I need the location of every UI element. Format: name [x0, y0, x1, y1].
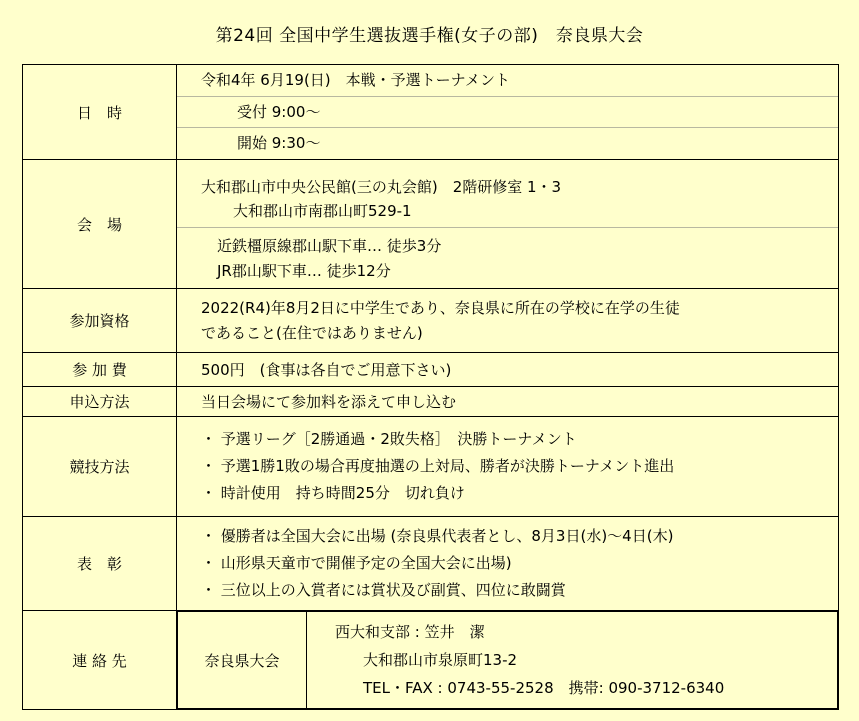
- contact-row: [23, 611, 839, 710]
- competition-content: [177, 417, 839, 517]
- contact-content: [177, 611, 839, 710]
- contact-details: [307, 612, 838, 709]
- venue-name-block: [177, 161, 838, 227]
- venue-access-jr: JR郡山駅下車… 徒歩12分: [217, 261, 391, 280]
- venue-label: 会 場: [23, 160, 177, 289]
- competition-item: ・ 予選リーグ［2勝通過・2敗失格］ 決勝トーナメント: [201, 430, 577, 448]
- fee-row: [23, 353, 839, 387]
- competition-item: ・ 時計使用 持ち時間25分 切れ負け: [201, 484, 465, 502]
- venue-access-block: [177, 227, 838, 288]
- contact-phone: TEL・FAX : 0743-55-2528 携帯: 090-3712-6340: [363, 679, 725, 697]
- page-title: 第24回 全国中学生選抜選手権(女子の部) 奈良県大会: [215, 26, 644, 46]
- contact-branch: 西大和支部 : 笠井 潔: [335, 623, 485, 641]
- eligibility-label: 参加資格: [23, 289, 177, 353]
- fee-text: 500円 (食事は各自でご用意下さい): [177, 353, 839, 387]
- venue-name: 大和郡山市中央公民館(三の丸会館) 2階研修室 1・3: [201, 177, 562, 196]
- eligibility-content: [177, 289, 839, 353]
- venue-row: [23, 160, 839, 289]
- date-label: 日 時: [23, 65, 177, 160]
- date-content: [177, 65, 839, 160]
- fee-label: 参 加 費: [23, 353, 177, 387]
- awards-item: ・ 優勝者は全国大会に出場 (奈良県代表者とし、8月3日(水)～4日(木): [201, 527, 674, 545]
- application-row: [23, 387, 839, 417]
- date-main: 令和4年 6月19(日) 本戦・予選トーナメント: [201, 71, 511, 89]
- application-text: 当日会場にて参加料を添えて申し込む: [177, 387, 839, 417]
- info-table: [22, 64, 839, 710]
- awards-label: 表 彰: [23, 517, 177, 611]
- date-row: [23, 65, 839, 160]
- awards-item: ・ 三位以上の入賞者には賞状及び副賞、四位に敢闘賞: [201, 581, 566, 599]
- application-label: 申込方法: [23, 387, 177, 417]
- eligibility-row: [23, 289, 839, 353]
- competition-row: [23, 417, 839, 517]
- awards-item: ・ 山形県天童市で開催予定の全国大会に出場): [201, 554, 512, 572]
- venue-address: 大和郡山市南郡山町529-1: [233, 201, 412, 220]
- contact-address: 大和郡山市泉原町13-2: [363, 651, 518, 669]
- venue-access-kintetsu: 近鉄橿原線郡山駅下車… 徒歩3分: [217, 236, 442, 255]
- venue-content: [177, 160, 839, 289]
- contact-label: 連 絡 先: [23, 611, 177, 710]
- date-start: 開始 9:30～: [177, 127, 838, 159]
- date-reception: 受付 9:00～: [177, 96, 838, 127]
- eligibility-line2: であること(在住ではありません): [201, 323, 423, 342]
- contact-inner-table: [177, 611, 838, 709]
- eligibility-line1: 2022(R4)年8月2日に中学生であり、奈良県に所在の学校に在学の生徒: [201, 298, 680, 317]
- competition-label: 競技方法: [23, 417, 177, 517]
- competition-item: ・ 予選1勝1敗の場合再度抽選の上対局、勝者が決勝トーナメント進出: [201, 457, 675, 475]
- awards-content: [177, 517, 839, 611]
- contact-org: 奈良県大会: [178, 612, 307, 709]
- awards-row: [23, 517, 839, 611]
